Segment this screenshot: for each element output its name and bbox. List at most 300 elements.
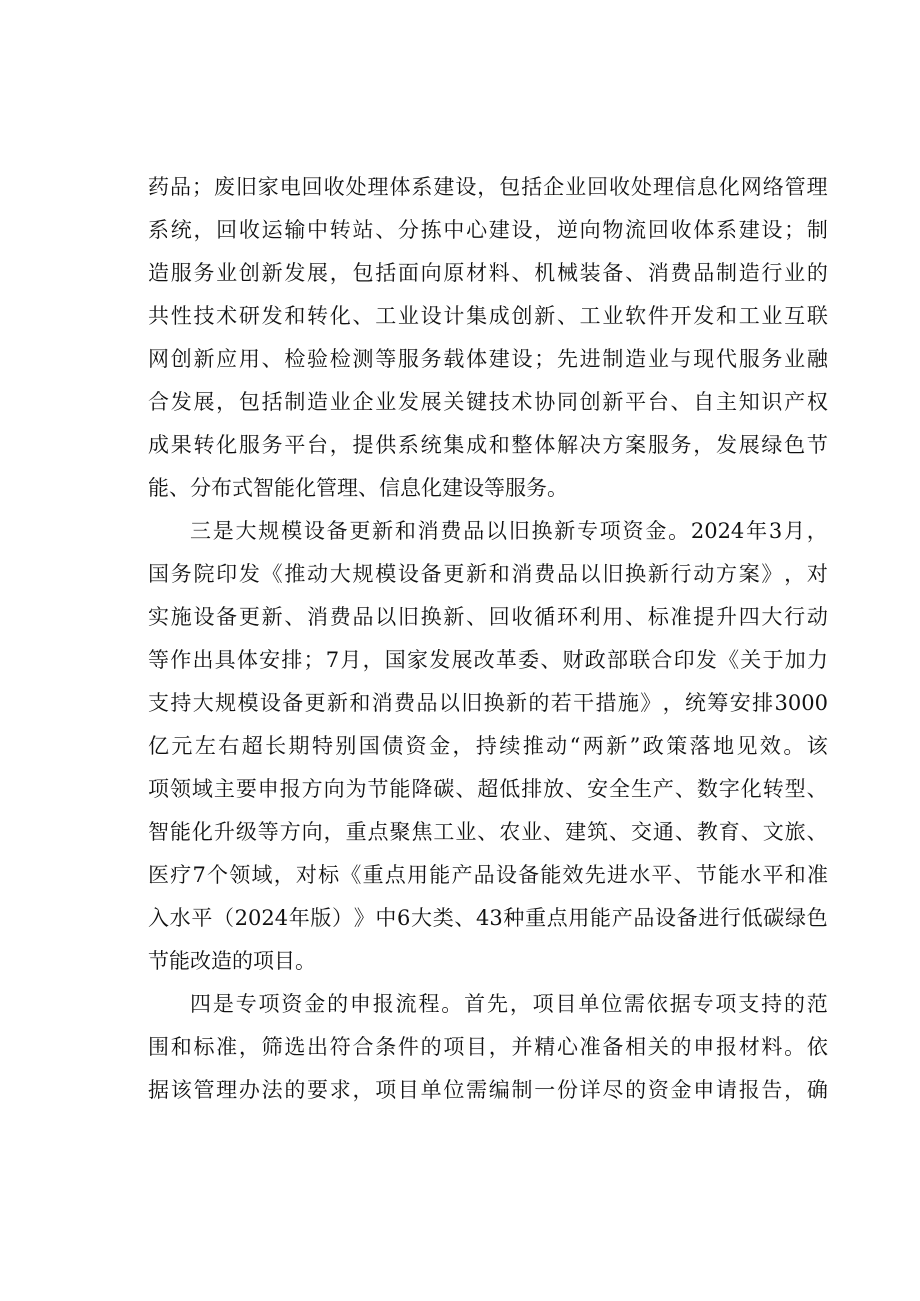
text-glyph: 互: [784, 304, 806, 328]
text-glyph: 新: [602, 390, 624, 414]
text-glyph: 标: [193, 1035, 215, 1059]
text-glyph: 和: [488, 433, 510, 457]
text-glyph: 发: [695, 648, 717, 672]
text-glyph: 的: [625, 1078, 647, 1102]
text-glyph: 展: [420, 390, 442, 414]
text-glyph: 转: [193, 433, 215, 457]
text-glyph: 企: [352, 390, 374, 414]
text-glyph: 回: [647, 218, 669, 242]
text-glyph: 消: [371, 691, 393, 715]
text-glyph: 地: [713, 734, 735, 758]
text-glyph: 。: [547, 476, 568, 500]
text-glyph: 包: [499, 175, 521, 199]
text-glyph: 用: [407, 863, 428, 887]
text-glyph: 备: [326, 519, 348, 543]
text-glyph: 的: [670, 1035, 692, 1059]
text-glyph: 建: [488, 347, 510, 371]
text-glyph: 业: [521, 820, 543, 844]
text-glyph: 筑: [587, 820, 609, 844]
text-glyph: 》: [761, 562, 783, 586]
text-glyph: 备: [420, 562, 442, 586]
text-glyph: 能: [389, 777, 411, 801]
text-glyph: 智: [148, 820, 169, 844]
text-line: [148, 209, 828, 252]
text-glyph: 升: [715, 605, 737, 629]
text-glyph: 务: [526, 476, 547, 500]
text-glyph: 用: [602, 605, 624, 629]
text-glyph: 出: [307, 1035, 329, 1059]
text-glyph: 体: [466, 347, 488, 371]
text-glyph: 品: [416, 691, 438, 715]
text-glyph: 造: [211, 949, 232, 973]
text-glyph: 化: [295, 476, 316, 500]
text-glyph: 服: [738, 347, 760, 371]
text-glyph: 旧: [602, 562, 624, 586]
text-glyph: 程: [418, 992, 440, 1016]
text-glyph: ，: [806, 519, 828, 543]
text-glyph: 机: [534, 261, 556, 285]
text-glyph: 造: [307, 390, 329, 414]
text-glyph: 理: [337, 476, 358, 500]
text-glyph: 推: [522, 734, 544, 758]
text-glyph: 和: [715, 304, 737, 328]
text-glyph: 水: [629, 863, 651, 887]
text-glyph: 专: [692, 992, 714, 1016]
text-glyph: 点: [367, 820, 389, 844]
text-glyph: 更: [304, 691, 326, 715]
text-glyph: 系: [397, 433, 419, 457]
text-glyph: 策: [666, 734, 688, 758]
text-glyph: 准: [670, 605, 692, 629]
text-glyph: 项: [443, 1035, 465, 1059]
text-line: [148, 897, 828, 940]
text-glyph: 中: [307, 218, 329, 242]
text-glyph: 教: [696, 820, 718, 844]
text-glyph: 建: [488, 218, 510, 242]
text-glyph: 解: [556, 433, 578, 457]
text-glyph: 专: [235, 992, 257, 1016]
text-glyph: 色: [784, 433, 806, 457]
text-glyph: 金: [429, 734, 451, 758]
text-glyph: 中: [443, 218, 465, 242]
text-glyph: 效: [562, 863, 584, 887]
text-glyph: 印: [216, 562, 238, 586]
text-glyph: 绿: [761, 433, 783, 457]
text-glyph: 提: [693, 605, 715, 629]
text-glyph: 标: [647, 605, 669, 629]
text-glyph: 报: [738, 1078, 760, 1102]
text-glyph: 文: [762, 820, 784, 844]
text-glyph: 设: [455, 175, 477, 199]
text-glyph: 、: [674, 777, 696, 801]
text-glyph: 知: [738, 390, 760, 414]
text-glyph: 协: [534, 390, 556, 414]
text-glyph: 条: [375, 1035, 397, 1059]
text-line: [148, 1069, 828, 1112]
text-glyph: 提: [352, 433, 374, 457]
text-glyph: 新: [554, 519, 576, 543]
text-glyph: 新: [372, 519, 394, 543]
text-glyph: 的: [420, 1035, 442, 1059]
text-glyph: 安: [259, 648, 281, 672]
text-glyph: 分: [190, 476, 211, 500]
text-glyph: 发: [429, 648, 451, 672]
text-glyph: 关: [443, 390, 465, 414]
text-glyph: 法: [261, 1078, 283, 1102]
text-glyph: 绿: [784, 906, 806, 930]
text-glyph: 大: [235, 519, 257, 543]
paragraph: [148, 510, 828, 983]
text-glyph: 费: [394, 691, 416, 715]
text-glyph: 物: [602, 218, 624, 242]
text-glyph: 请: [715, 1078, 737, 1102]
text-glyph: 据: [148, 1078, 169, 1102]
text-glyph: 术: [216, 304, 238, 328]
text-glyph: 流: [625, 218, 647, 242]
text-glyph: 材: [738, 1035, 760, 1059]
text-glyph: 键: [466, 390, 488, 414]
text-glyph: 包: [352, 261, 374, 285]
text-glyph: 。: [668, 519, 690, 543]
text-glyph: 业: [647, 347, 669, 371]
text-glyph: 报: [715, 1035, 737, 1059]
text-glyph: 《: [340, 863, 362, 887]
text-glyph: 拣: [420, 218, 442, 242]
text-glyph: 3000: [774, 691, 828, 715]
text-glyph: 、: [673, 863, 695, 887]
text-glyph: 3: [768, 519, 783, 543]
text-glyph: 研: [238, 304, 260, 328]
text-glyph: 产: [784, 390, 806, 414]
document-body: [148, 166, 828, 1112]
text-glyph: 重: [345, 820, 367, 844]
text-glyph: 向: [420, 261, 442, 285]
text-glyph: 字: [718, 777, 740, 801]
text-glyph: 三: [190, 519, 211, 543]
text-glyph: 设: [495, 863, 517, 887]
text-glyph: 品: [693, 261, 715, 285]
text-glyph: 聚: [389, 820, 411, 844]
text-glyph: 《: [261, 562, 283, 586]
text-line: [148, 295, 828, 338]
text-glyph: 平: [191, 906, 213, 930]
text-glyph: 模: [237, 691, 259, 715]
text-glyph: 理: [367, 175, 389, 199]
text-glyph: ，: [784, 562, 806, 586]
text-glyph: 展: [307, 261, 329, 285]
text-glyph: 方: [279, 820, 301, 844]
text-glyph: 向: [301, 820, 323, 844]
text-glyph: 和: [784, 863, 806, 887]
text-glyph: 单: [420, 1078, 442, 1102]
text-glyph: 育: [718, 820, 740, 844]
text-glyph: 系: [411, 175, 433, 199]
text-glyph: ，: [662, 691, 684, 715]
text-glyph: 自: [693, 390, 715, 414]
text-glyph: 要: [235, 777, 257, 801]
text-line: [148, 596, 828, 639]
text-glyph: 院: [193, 562, 215, 586]
text-glyph: 产: [611, 906, 633, 930]
text-glyph: 安: [729, 691, 751, 715]
text-glyph: 服: [238, 433, 260, 457]
text-glyph: 。: [784, 1035, 806, 1059]
text-glyph: 依: [646, 992, 668, 1016]
text-glyph: 需: [624, 992, 646, 1016]
text-glyph: 输: [284, 218, 306, 242]
text-glyph: 动: [307, 562, 329, 586]
text-glyph: 体: [236, 648, 258, 672]
text-glyph: 测: [352, 347, 374, 371]
text-glyph: 建: [565, 820, 587, 844]
text-glyph: 业: [216, 261, 238, 285]
text-glyph: 能: [274, 476, 295, 500]
text-glyph: 单: [578, 992, 600, 1016]
text-glyph: 服: [170, 261, 192, 285]
text-glyph: 服: [505, 476, 526, 500]
text-glyph: 案: [625, 433, 647, 457]
text-glyph: ；: [784, 218, 806, 242]
text-glyph: 元: [171, 734, 193, 758]
text-glyph: 别: [335, 734, 357, 758]
text-glyph: 种: [503, 906, 525, 930]
text-glyph: 技: [193, 304, 215, 328]
text-glyph: 资: [281, 992, 303, 1016]
text-glyph: 系: [715, 218, 737, 242]
text-glyph: 排: [281, 648, 303, 672]
text-glyph: 能: [540, 863, 562, 887]
text-glyph: 新: [193, 347, 215, 371]
text-glyph: 性: [170, 304, 192, 328]
text-glyph: 更: [349, 519, 371, 543]
text-glyph: 平: [762, 863, 784, 887]
text-glyph: 计: [443, 304, 465, 328]
text-glyph: 7: [192, 863, 206, 887]
text-glyph: 成: [488, 304, 510, 328]
text-glyph: 、: [284, 605, 306, 629]
text-glyph: 报: [372, 992, 394, 1016]
text-glyph: ，: [193, 218, 215, 242]
text-glyph: 展: [193, 390, 215, 414]
text-glyph: 体: [534, 433, 556, 457]
text-glyph: 发: [170, 390, 192, 414]
text-glyph: 信: [674, 175, 696, 199]
text-glyph: 用: [568, 906, 590, 930]
text-glyph: 精: [534, 1035, 556, 1059]
text-glyph: 力: [806, 648, 828, 672]
text-glyph: 申: [693, 1078, 715, 1102]
text-glyph: 位: [443, 1078, 465, 1102]
text-glyph: ，: [323, 820, 345, 844]
text-glyph: 成: [148, 433, 169, 457]
text-glyph: 、: [466, 605, 488, 629]
text-glyph: 月: [783, 519, 805, 543]
text-glyph: 进: [698, 906, 720, 930]
text-glyph: 点: [546, 906, 568, 930]
text-glyph: 是: [212, 519, 234, 543]
text-glyph: 化: [421, 476, 442, 500]
text-glyph: ，: [216, 390, 238, 414]
text-glyph: 工: [738, 304, 760, 328]
text-glyph: 费: [534, 562, 556, 586]
text-glyph: 能: [148, 476, 169, 500]
text-glyph: 报: [279, 777, 301, 801]
text-glyph: 创: [170, 347, 192, 371]
text-glyph: 改: [473, 648, 495, 672]
text-glyph: ，: [362, 648, 384, 672]
text-glyph: 费: [440, 519, 462, 543]
text-glyph: 信: [379, 476, 400, 500]
text-glyph: 规: [352, 562, 374, 586]
text-glyph: 化: [329, 304, 351, 328]
text-glyph: ，: [452, 734, 474, 758]
text-glyph: 智: [253, 476, 274, 500]
text-glyph: 改: [190, 949, 211, 973]
text-glyph: 开: [670, 304, 692, 328]
text-glyph: 企: [543, 175, 565, 199]
text-glyph: 原: [443, 261, 465, 285]
text-glyph: 式: [232, 476, 253, 500]
text-line: [148, 166, 828, 209]
text-line: [148, 510, 828, 553]
text-glyph: 务: [170, 562, 192, 586]
text-glyph: 装: [579, 261, 601, 285]
text-glyph: 造: [148, 261, 169, 285]
text-glyph: 放: [543, 777, 565, 801]
text-glyph: 管: [316, 476, 337, 500]
text-glyph: 印: [673, 648, 695, 672]
text-glyph: 年: [746, 519, 768, 543]
text-glyph: 收: [238, 218, 260, 242]
text-glyph: 超: [477, 777, 499, 801]
text-glyph: 新: [261, 261, 283, 285]
text-glyph: 点: [384, 863, 406, 887]
text-glyph: 节: [806, 433, 828, 457]
text-glyph: 期: [288, 734, 310, 758]
text-glyph: 申: [349, 992, 371, 1016]
text-glyph: 识: [761, 390, 783, 414]
text-glyph: 份: [556, 1078, 578, 1102]
text-glyph: 产: [652, 777, 674, 801]
text-glyph: 通: [652, 820, 674, 844]
text-glyph: 、: [556, 304, 578, 328]
text-glyph: 先: [556, 347, 578, 371]
text-glyph: 统: [685, 691, 706, 715]
text-glyph: 能: [169, 820, 191, 844]
text-glyph: 面: [397, 261, 419, 285]
text-glyph: ，: [477, 175, 499, 199]
text-glyph: 、: [454, 906, 476, 930]
text-glyph: 联: [629, 648, 651, 672]
text-glyph: 、: [806, 777, 828, 801]
text-glyph: 项: [375, 1078, 397, 1102]
text-glyph: 品: [352, 605, 374, 629]
text-glyph: 申: [693, 1035, 715, 1059]
text-glyph: 体: [693, 218, 715, 242]
text-glyph: 流: [395, 992, 417, 1016]
text-glyph: 依: [806, 1035, 828, 1059]
text-glyph: 排: [521, 777, 543, 801]
text-glyph: 尽: [602, 1078, 624, 1102]
text-glyph: 类: [432, 906, 454, 930]
text-glyph: 6: [397, 906, 411, 930]
text-glyph: 平: [284, 433, 306, 457]
text-glyph: 超: [241, 734, 263, 758]
text-glyph: 合: [651, 648, 673, 672]
text-glyph: 全: [609, 777, 631, 801]
text-glyph: 设: [463, 476, 484, 500]
text-glyph: 准: [806, 863, 828, 887]
text-glyph: 管: [193, 1078, 215, 1102]
text-glyph: 术: [511, 390, 533, 414]
text-glyph: 发: [397, 390, 419, 414]
text-glyph: 新: [506, 691, 527, 715]
text-glyph: ，: [238, 1035, 260, 1059]
text-glyph: 求: [329, 1078, 351, 1102]
text-glyph: 品: [556, 562, 578, 586]
text-glyph: 域: [251, 863, 273, 887]
text-glyph: 台: [647, 390, 669, 414]
text-glyph: 化: [216, 433, 238, 457]
text-glyph: 务: [193, 261, 215, 285]
text-glyph: 布: [211, 476, 232, 500]
text-glyph: 节: [367, 777, 389, 801]
text-glyph: 、: [358, 476, 379, 500]
text-glyph: ）: [332, 906, 354, 930]
text-glyph: 载: [443, 347, 465, 371]
text-glyph: 工: [579, 304, 601, 328]
text-glyph: 的: [806, 261, 828, 285]
text-glyph: 理: [652, 175, 674, 199]
text-glyph: ，: [352, 1078, 374, 1102]
text-glyph: 业: [329, 390, 351, 414]
text-glyph: 新: [606, 734, 628, 758]
text-glyph: 换: [483, 691, 505, 715]
text-glyph: 业: [602, 304, 624, 328]
text-glyph: ，: [329, 261, 351, 285]
text-glyph: 技: [488, 390, 510, 414]
text-glyph: 水: [740, 863, 762, 887]
text-glyph: 供: [375, 433, 397, 457]
text-glyph: 回: [587, 175, 609, 199]
text-glyph: 作: [170, 648, 192, 672]
text-glyph: 领: [169, 777, 191, 801]
text-glyph: 新: [647, 562, 669, 586]
text-glyph: 备: [216, 605, 238, 629]
text-glyph: 方: [301, 777, 323, 801]
text-glyph: 现: [693, 347, 715, 371]
text-glyph: 新: [261, 605, 283, 629]
text-glyph: 推: [284, 562, 306, 586]
text-glyph: 动: [693, 562, 715, 586]
text-glyph: 低: [499, 777, 521, 801]
text-glyph: 进: [606, 863, 628, 887]
text-glyph: 制: [511, 1078, 533, 1102]
text-glyph: 制: [715, 261, 737, 285]
text-glyph: 回: [488, 605, 510, 629]
text-glyph: 息: [400, 476, 421, 500]
text-line: [148, 768, 828, 811]
text-glyph: 创: [238, 261, 260, 285]
text-glyph: 关: [647, 1035, 669, 1059]
text-glyph: 交: [630, 820, 652, 844]
text-glyph: 告: [761, 1078, 783, 1102]
text-glyph: 材: [466, 261, 488, 285]
text-line: [148, 553, 828, 596]
text-line: [148, 940, 828, 983]
text-glyph: 建: [433, 175, 455, 199]
text-glyph: 旧: [397, 605, 419, 629]
